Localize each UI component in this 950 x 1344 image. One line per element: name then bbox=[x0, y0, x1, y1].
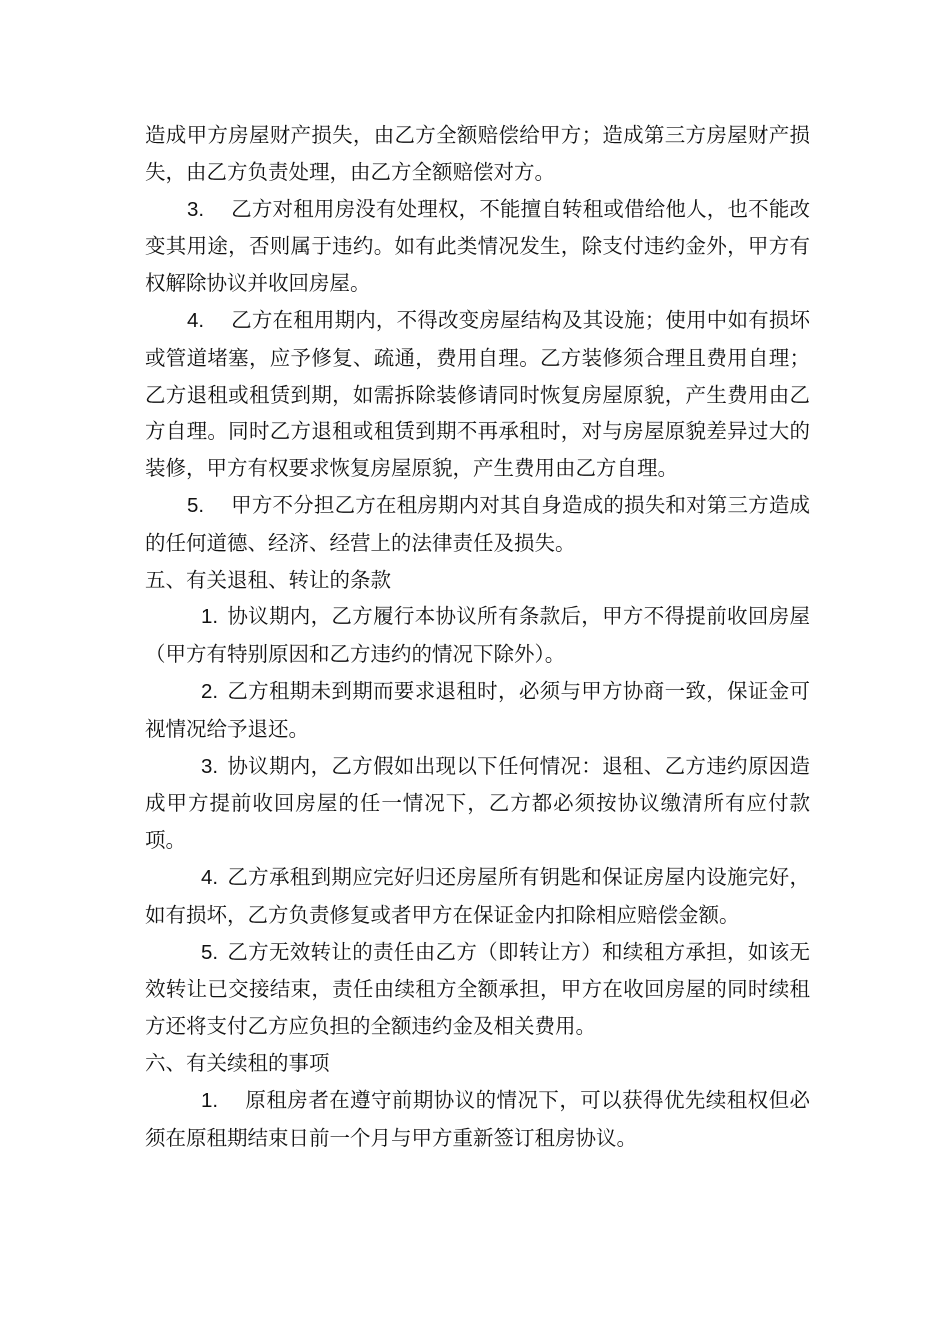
clause-text: 原租房者在遵守前期协议的情况下，可以获得优先续租权但必须在原租期结束日前一个月与甲方重新签订租房协议。 bbox=[145, 1087, 810, 1150]
clause-text: 乙方在租用期内，不得改变房屋结构及其设施；使用中如有损坏或管道堵塞，应予修复、疏通，费用自理。乙方装修须合理且费用自理；乙方退租或租赁到期，如需拆除装修请同时恢复房屋原貌，产生费用由乙方自理。同时乙方退租或租赁到期不再承租时，对与房屋原貌差异过大的装修，甲方有权要求恢复房屋原貌，产生费用由乙方自理。 bbox=[145, 307, 810, 481]
clause-text: 乙方无效转让的责任由乙方（即转让方）和续租方承担，如该无效转让已交接结束，责任由续租方全额承担，甲方在收回房屋的同时续租方还将支付乙方应负担的全额违约金及相关费用。 bbox=[145, 939, 810, 1039]
document-body bbox=[145, 117, 810, 1156]
clause-number: 5. bbox=[201, 940, 219, 964]
clause-number: 5. bbox=[187, 493, 205, 517]
clause-5-1 bbox=[145, 598, 810, 673]
paragraph-text: 造成甲方房屋财产损失，由乙方全额赔偿给甲方；造成第三方房屋财产损失，由乙方负责处理，由乙方全额赔偿对方。 bbox=[145, 123, 810, 184]
clause-number: 1. bbox=[201, 605, 219, 629]
paragraph-continuation bbox=[145, 117, 810, 191]
clause-text: 乙方租期未到期而要求退租时，必须与甲方协商一致，保证金可视情况给予退还。 bbox=[145, 678, 810, 741]
clause-text: 乙方对租用房没有处理权，不能擅自转租或借给他人，也不能改变其用途，否则属于违约。如有此类情况发生，除支付违约金外，甲方有权解除协议并收回房屋。 bbox=[145, 196, 810, 296]
clause-4-3 bbox=[145, 191, 810, 302]
clause-4-5 bbox=[145, 487, 810, 562]
clause-text: 协议期内，乙方履行本协议所有条款后，甲方不得提前收回房屋（甲方有特别原因和乙方违约的情况下除外）。 bbox=[145, 604, 810, 667]
clause-6-1 bbox=[145, 1082, 810, 1157]
clause-5-3 bbox=[145, 748, 810, 859]
clause-4-4 bbox=[145, 302, 810, 487]
clause-text: 协议期内，乙方假如出现以下任何情况：退租、乙方违约原因造成甲方提前收回房屋的任一情况下，乙方都必须按协议缴清所有应付款项。 bbox=[145, 753, 810, 853]
clause-number: 4. bbox=[187, 308, 205, 332]
clause-5-5 bbox=[145, 934, 810, 1045]
clause-number: 3. bbox=[201, 754, 219, 778]
clause-number: 1. bbox=[201, 1088, 219, 1112]
section-heading-6: 六、有关续租的事项 bbox=[145, 1050, 330, 1075]
clause-text: 乙方承租到期应完好归还房屋所有钥匙和保证房屋内设施完好，如有损坏，乙方负责修复或者甲方在保证金内扣除相应赔偿金额。 bbox=[145, 864, 810, 927]
clause-5-4 bbox=[145, 859, 810, 934]
section-heading-5: 五、有关退租、转让的条款 bbox=[145, 567, 391, 592]
clause-text: 甲方不分担乙方在租房期内对其自身造成的损失和对第三方造成的任何道德、经济、经营上的法律责任及损失。 bbox=[145, 492, 810, 555]
clause-number: 2. bbox=[201, 679, 219, 703]
clause-number: 4. bbox=[201, 865, 219, 889]
clause-5-2 bbox=[145, 673, 810, 748]
clause-number: 3. bbox=[187, 197, 205, 221]
